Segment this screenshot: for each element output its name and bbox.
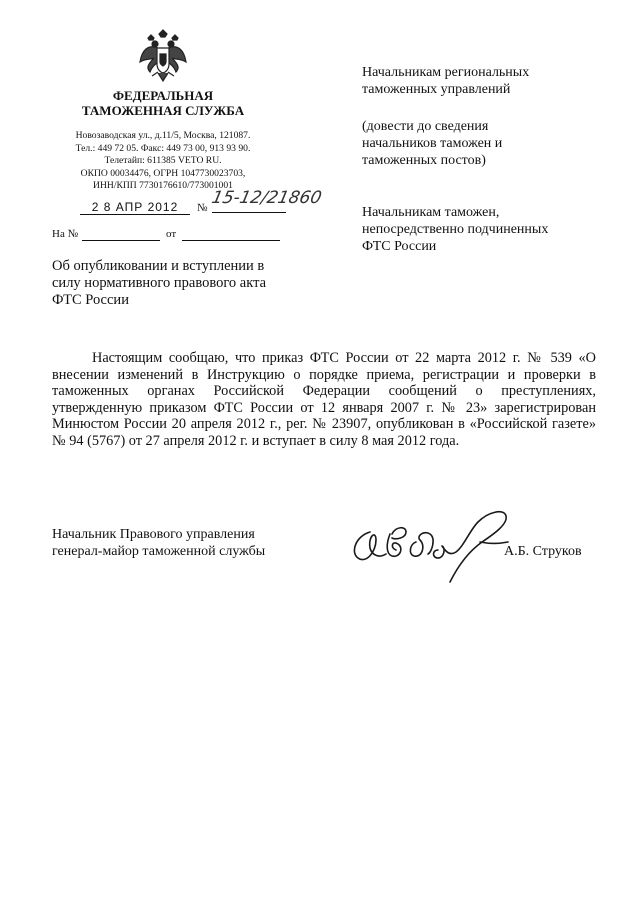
addressee-regional-note: [362, 118, 612, 169]
reference-from-blank: [182, 240, 280, 241]
reference-row: [52, 226, 284, 246]
subject-line3: ФТС России: [52, 292, 129, 308]
addressee2-line3: ФТС России: [362, 239, 437, 254]
subject-line2: силу нормативного правового акта: [52, 275, 267, 291]
addressee-customs-heads: [362, 204, 612, 255]
addressee2-line1: Начальникам таможен,: [362, 205, 500, 220]
sender-okpo-ogrn: ОКПО 00034476, ОГРН 1047730023703,: [80, 167, 246, 179]
addressee1-note-line2: начальников таможен и: [362, 136, 503, 151]
registration-number-label: №: [197, 202, 208, 214]
signatory-title-line2: генерал-майор таможенной службы: [52, 544, 266, 559]
reference-number-label: На №: [52, 228, 79, 240]
reference-from-label: от: [166, 228, 177, 240]
addressee1-note-line3: таможенных постов): [362, 153, 486, 168]
signatory-title-line1: Начальник Правового управления: [52, 527, 255, 542]
letter-body-paragraph: Настоящим сообщаю, что приказ ФТС России от 22 марта 2012 г. № 539 «О внесении изменений в Инструкцию о порядке приема, регистрации и проверки в таможенных органах Российской Федерации сообщений о преступлениях, утвержденную приказом ФТС России от 12 января 2007 г. № 23» зарегистрирован Минюстом России 20 апреля 2012 г., рег. № 23907, опубликован в «Российской газете» № 94 (5767) от 27 апреля 2012 г. и вступает в силу 8 мая 2012 года.: [52, 350, 596, 449]
registration-date-stamp: 2 8 АПР 2012: [80, 200, 190, 215]
coat-of-arms-emblem: [138, 28, 188, 84]
addressee1-line2: таможенных управлений: [362, 82, 511, 97]
sender-inn-kpp: ИНН/КПП 7730176610/773001001: [93, 180, 233, 192]
sender-teletype: Телетайп: 611385 VETO RU.: [104, 155, 222, 167]
registration-date-number-row: [52, 188, 324, 222]
signer-name: А.Б. Струков: [504, 544, 582, 559]
registration-number-handwritten: 15-12/21860: [209, 188, 324, 208]
registration-number-field: [209, 188, 324, 213]
letter-subject: [52, 258, 292, 309]
addressee1-note-line1: (довести до сведения: [362, 119, 489, 134]
sender-address: Новозаводская ул., д.11/5, Москва, 121087.: [75, 130, 251, 141]
sender-details: [52, 130, 274, 193]
signatory-title: [52, 526, 352, 560]
addressee2-line2: непосредственно подчиненных: [362, 222, 549, 237]
subject-line1: Об опубликовании и вступлении в: [52, 258, 265, 274]
sender-phone-fax: Тел.: 449 72 05. Факс: 449 73 00, 913 93 90.: [75, 142, 251, 154]
sender-name-line2: ТАМОЖЕННАЯ СЛУЖБА: [81, 103, 245, 118]
addressee1-line1: Начальникам региональных: [362, 65, 530, 80]
sender-organization-name: [52, 88, 274, 118]
sender-name-line1: ФЕДЕРАЛЬНАЯ: [112, 88, 214, 103]
addressee-regional-heads: [362, 64, 612, 98]
reference-number-blank: [82, 240, 160, 241]
